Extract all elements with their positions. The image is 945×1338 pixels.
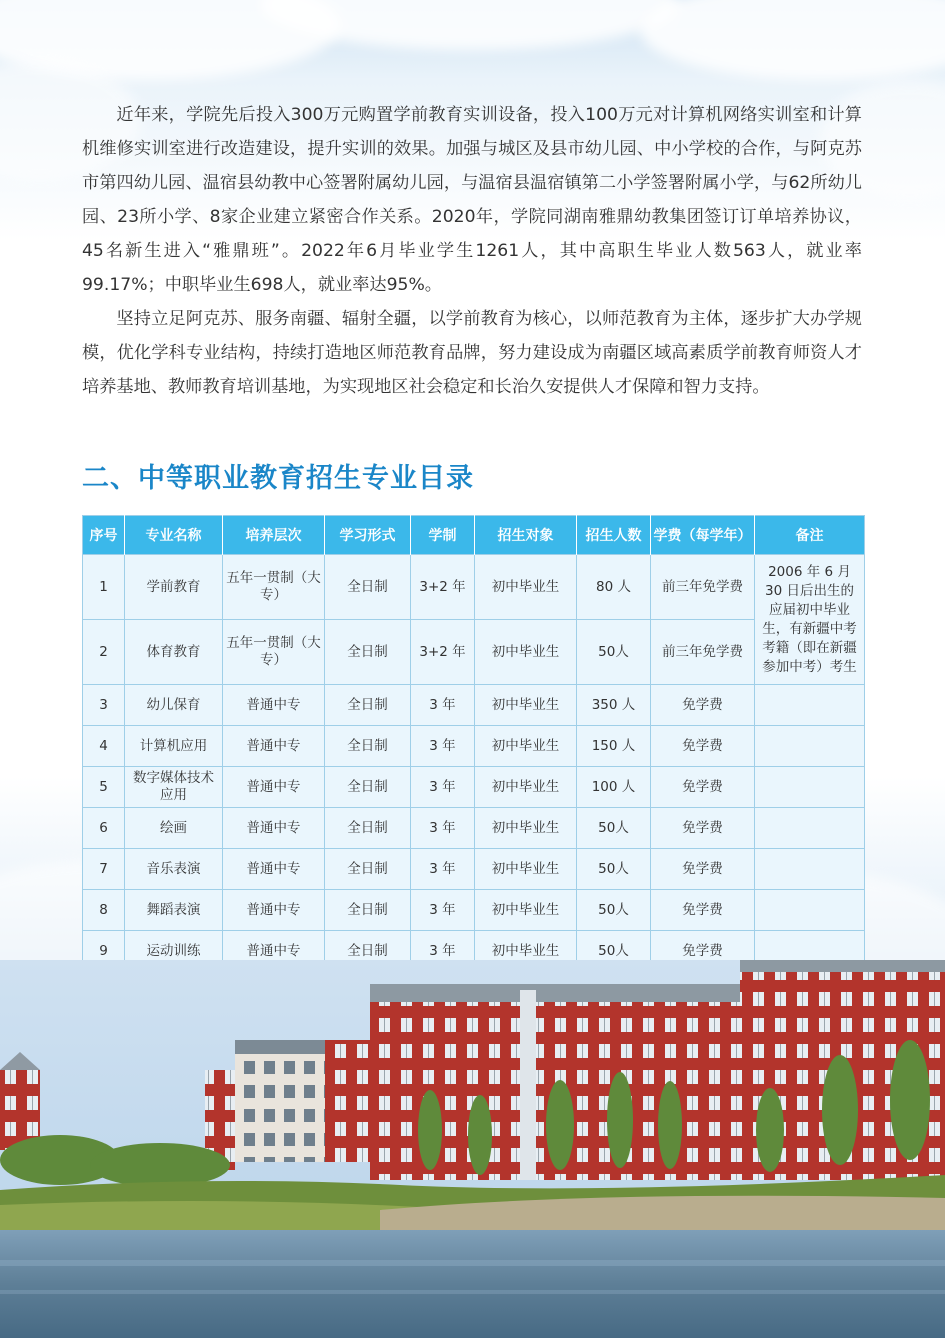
header-col-level: 培养层次 [223, 516, 325, 555]
cell-col-mode: 全日制 [325, 555, 411, 620]
cell-col-tuition: 前三年免学费 [651, 555, 755, 620]
cell-col-tuition: 免学费 [651, 890, 755, 931]
table-row [83, 767, 865, 808]
table-row [83, 555, 865, 620]
cell-col-index: 9 [83, 931, 125, 972]
cell-col-tuition: 免学费 [651, 726, 755, 767]
cell-col-quota: 50人 [577, 620, 651, 685]
cell-col-major: 学前教育 [125, 555, 223, 620]
cell-col-index: 4 [83, 726, 125, 767]
cell-col-level: 五年一贯制（大专） [223, 555, 325, 620]
header-col-index: 序号 [83, 516, 125, 555]
cell-col-target: 初中毕业生 [475, 931, 577, 972]
cell-col-quota: 100 人 [577, 767, 651, 808]
cell-col-quota: 80 人 [577, 555, 651, 620]
cell-col-target: 初中毕业生 [475, 890, 577, 931]
enrollment-table [82, 515, 865, 972]
cell-col-level: 普通中专 [223, 890, 325, 931]
cell-col-mode: 全日制 [325, 620, 411, 685]
cell-col-mode: 全日制 [325, 808, 411, 849]
header-col-major: 专业名称 [125, 516, 223, 555]
cell-col-tuition: 免学费 [651, 849, 755, 890]
header-col-quota: 招生人数 [577, 516, 651, 555]
header-col-duration: 学制 [411, 516, 475, 555]
cell-col-mode: 全日制 [325, 726, 411, 767]
cell-col-mode: 全日制 [325, 890, 411, 931]
cell-col-quota: 150 人 [577, 726, 651, 767]
cell-col-mode: 全日制 [325, 849, 411, 890]
cell-col-duration: 3+2 年 [411, 555, 475, 620]
cell-col-tuition: 免学费 [651, 808, 755, 849]
cell-col-major: 运动训练 [125, 931, 223, 972]
cell-col-level: 普通中专 [223, 685, 325, 726]
cell-col-target: 初中毕业生 [475, 685, 577, 726]
cell-col-quota: 50人 [577, 890, 651, 931]
cell-col-quota: 50人 [577, 849, 651, 890]
header-col-note: 备注 [755, 516, 865, 555]
cell-col-major: 计算机应用 [125, 726, 223, 767]
cell-col-duration: 3 年 [411, 931, 475, 972]
cell-col-tuition: 前三年免学费 [651, 620, 755, 685]
cell-note-empty [755, 890, 865, 931]
cell-col-major: 幼儿保育 [125, 685, 223, 726]
paragraph: 近年来，学院先后投入300万元购置学前教育实训设备，投入100万元对计算机网络实训室和计算机维修实训室进行改造建设，提升实训的效果。加强与城区及县市幼儿园、中小学校的合作，与阿克苏市第四幼儿园、温宿县幼教中心签署附属幼儿园，与温宿县温宿镇第二小学签署附属小学，与62所幼儿园、23所小学、8家企业建立紧密合作关系。2020年，学院同湖南雅鼎幼教集团签订订单培养协议，45名新生进入“雅鼎班”。2022年6月毕业学生1261人，其中高职生毕业人数563人，就业率99.17%；中职毕业生698人，就业率达95%。 [82, 105, 862, 295]
header-col-mode: 学习形式 [325, 516, 411, 555]
cell-note-empty [755, 808, 865, 849]
campus-photo [0, 960, 945, 1338]
cell-col-target: 初中毕业生 [475, 808, 577, 849]
cell-col-tuition: 免学费 [651, 767, 755, 808]
cell-note-empty [755, 726, 865, 767]
cell-col-duration: 3 年 [411, 685, 475, 726]
cell-col-major: 数字媒体技术应用 [125, 767, 223, 808]
table-row [83, 685, 865, 726]
table-row [83, 808, 865, 849]
cell-col-quota: 350 人 [577, 685, 651, 726]
cell-col-target: 初中毕业生 [475, 726, 577, 767]
cell-col-level: 普通中专 [223, 931, 325, 972]
cell-note-empty [755, 849, 865, 890]
cell-col-index: 5 [83, 767, 125, 808]
cell-col-duration: 3 年 [411, 849, 475, 890]
cell-col-major: 绘画 [125, 808, 223, 849]
cell-col-duration: 3 年 [411, 767, 475, 808]
cell-col-duration: 3 年 [411, 890, 475, 931]
cell-col-major: 体育教育 [125, 620, 223, 685]
header-col-target: 招生对象 [475, 516, 577, 555]
table-row [83, 890, 865, 931]
cell-col-level: 普通中专 [223, 726, 325, 767]
cell-col-tuition: 免学费 [651, 931, 755, 972]
paragraph: 坚持立足阿克苏、服务南疆、辐射全疆，以学前教育为核心，以师范教育为主体，逐步扩大办学规模，优化学科专业结构，持续打造地区师范教育品牌，努力建设成为南疆区域高素质学前教育师资人才培养基地、教师教育培训基地，为实现地区社会稳定和长治久安提供人才保障和智力支持。 [82, 309, 862, 397]
cell-col-level: 普通中专 [223, 808, 325, 849]
table-header-row [83, 516, 865, 555]
cell-col-level: 普通中专 [223, 767, 325, 808]
cell-note: 2006 年 6 月 30 日后出生的应届初中毕业生，有新疆中考考籍（即在新疆参加中考）考生 [755, 555, 865, 685]
cell-note-empty [755, 767, 865, 808]
cell-col-tuition: 免学费 [651, 685, 755, 726]
cell-col-mode: 全日制 [325, 685, 411, 726]
cell-col-duration: 3 年 [411, 808, 475, 849]
cell-col-index: 2 [83, 620, 125, 685]
cell-col-index: 6 [83, 808, 125, 849]
cell-col-major: 舞蹈表演 [125, 890, 223, 931]
table-row [83, 620, 865, 685]
cell-col-target: 初中毕业生 [475, 849, 577, 890]
cloud [640, 0, 945, 80]
cell-col-major: 音乐表演 [125, 849, 223, 890]
cell-col-duration: 3 年 [411, 726, 475, 767]
cell-col-mode: 全日制 [325, 931, 411, 972]
cell-col-index: 8 [83, 890, 125, 931]
cell-col-mode: 全日制 [325, 767, 411, 808]
cell-note-empty [755, 685, 865, 726]
body-text [82, 98, 862, 404]
cell-col-index: 7 [83, 849, 125, 890]
cell-col-target: 初中毕业生 [475, 620, 577, 685]
cell-col-index: 1 [83, 555, 125, 620]
header-col-tuition: 学费（每学年） [651, 516, 755, 555]
cell-col-duration: 3+2 年 [411, 620, 475, 685]
section-title: 二、中等职业教育招生专业目录 [82, 463, 474, 494]
cell-col-level: 五年一贯制（大专） [223, 620, 325, 685]
table-row [83, 726, 865, 767]
cell-col-target: 初中毕业生 [475, 767, 577, 808]
cell-col-index: 3 [83, 685, 125, 726]
cell-col-target: 初中毕业生 [475, 555, 577, 620]
cell-col-level: 普通中专 [223, 849, 325, 890]
cell-col-quota: 50人 [577, 808, 651, 849]
table-row [83, 849, 865, 890]
cell-col-quota: 50人 [577, 931, 651, 972]
